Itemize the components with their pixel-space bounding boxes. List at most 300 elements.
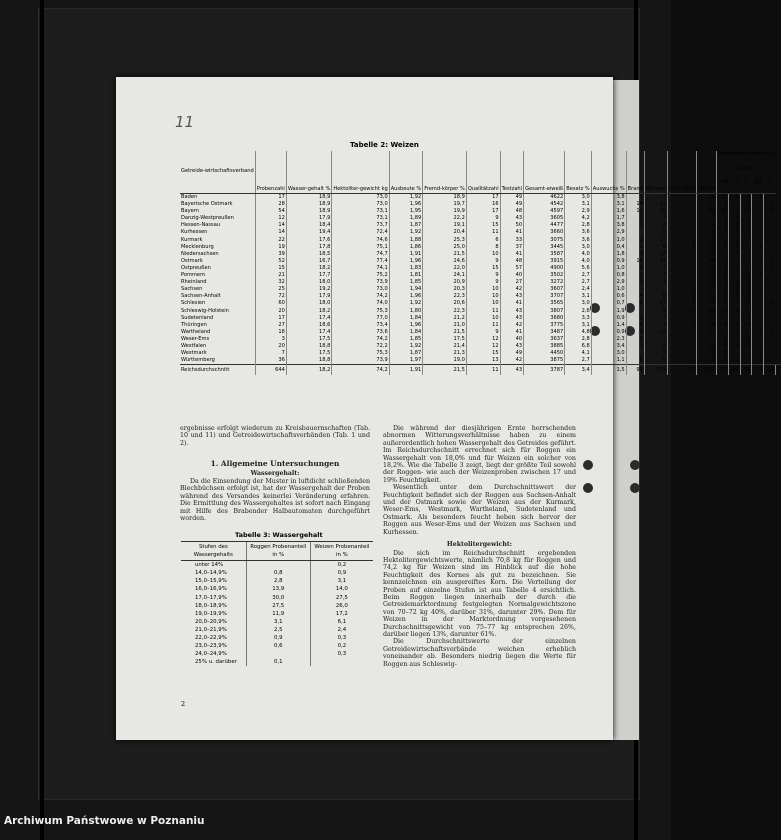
table-cell: 11	[466, 322, 500, 329]
table-cell: 20,9	[423, 279, 467, 286]
table-cell: 2	[740, 272, 752, 279]
table-cell: 52	[255, 258, 286, 265]
table-cell: 1,8	[591, 251, 626, 258]
table-cell: 48	[500, 258, 523, 265]
table-cell: 10	[466, 286, 500, 293]
table-cell: 3	[764, 201, 776, 208]
table-cell: 8	[644, 293, 667, 300]
table-cell: 1,91	[389, 251, 423, 258]
table-cell: 15	[255, 265, 286, 272]
table-cell: 26,0	[310, 602, 373, 610]
table-cell: 12	[466, 336, 500, 343]
table-cell: 3	[764, 258, 776, 265]
table-cell: 49	[500, 350, 523, 357]
table-row	[180, 357, 781, 365]
table-cell: 3,1	[565, 322, 592, 329]
table-cell: 3487	[524, 329, 565, 336]
table-cell: 22,0	[423, 265, 467, 272]
table-cell: 2,7	[565, 279, 592, 286]
table-cell: 22,3	[423, 293, 467, 300]
table-cell: 41	[500, 329, 523, 336]
table-cell: 77,0	[332, 315, 389, 322]
table-cell: 7	[752, 258, 764, 265]
table-cell	[626, 350, 644, 357]
row-label: unter 14%	[195, 562, 224, 569]
table-cell: 3445	[524, 244, 565, 251]
table-cell: 1	[667, 244, 696, 251]
table-cell: 8	[466, 244, 500, 251]
table-cell: 2	[626, 237, 644, 244]
table-cell: 20	[255, 343, 286, 350]
table-cell	[764, 286, 776, 293]
table-cell: 3	[728, 237, 740, 244]
table-cell	[764, 222, 776, 229]
table-cell: 3605	[524, 215, 565, 222]
table-cell: 6	[740, 201, 752, 208]
table-cell: 17	[255, 315, 286, 322]
table-cell	[740, 350, 752, 357]
table-cell	[740, 265, 752, 272]
table-cell: 2,7	[565, 357, 592, 365]
table-cell: 9	[466, 329, 500, 336]
table-cell: 10	[466, 293, 500, 300]
table-cell: 30	[697, 251, 717, 258]
table-cell: 3885	[524, 343, 565, 350]
table-row	[180, 300, 781, 307]
table-cell: 1	[752, 194, 764, 202]
table3-title: Tabelle 3: Wassergehalt	[235, 531, 323, 539]
table-cell: 5,6	[565, 265, 592, 272]
table-cell: 11	[697, 329, 717, 336]
table-cell: 3075	[524, 237, 565, 244]
table-cell: 18,6	[286, 322, 331, 329]
table-cell: 3660	[524, 229, 565, 236]
row-label: Bayern	[181, 208, 199, 215]
table-cell: 7	[740, 258, 752, 265]
table-cell: 75,3	[332, 350, 389, 357]
table-cell	[764, 237, 776, 244]
table-cell	[644, 286, 667, 293]
table-cell: 1,92	[389, 343, 423, 350]
row-label: Ostpreußen	[181, 264, 211, 271]
row-label: Sachsen	[181, 286, 203, 293]
table-cell: 7	[644, 265, 667, 272]
table-cell: 0,3	[310, 634, 373, 642]
table-cell: 73,9	[332, 279, 389, 286]
table-cell: 2,9	[565, 208, 592, 215]
table-cell: 3607	[524, 286, 565, 293]
table-cell: 17	[697, 286, 717, 293]
table-cell	[728, 272, 740, 279]
table-cell: 74,0	[332, 300, 389, 307]
table-cell: 37	[500, 244, 523, 251]
table-row	[181, 569, 373, 577]
table-cell: 3502	[524, 272, 565, 279]
table-cell: 1	[626, 222, 644, 229]
table-cell: 5	[644, 308, 667, 315]
table-cell: 3807	[524, 308, 565, 315]
table-cell: 3565	[524, 300, 565, 307]
table-cell: 7	[255, 350, 286, 357]
table-cell: 73,4	[332, 322, 389, 329]
table-cell: 20,4	[423, 229, 467, 236]
table-cell: 12	[697, 222, 717, 229]
table-cell: 1,84	[389, 315, 423, 322]
table-cell	[667, 350, 696, 357]
row-label: 19,0–19,9%	[195, 610, 227, 617]
table-cell: 74,6	[332, 237, 389, 244]
table-row	[180, 293, 781, 300]
table-cell: 48	[500, 208, 523, 215]
table-cell	[764, 336, 776, 343]
table-cell: 5	[740, 343, 752, 350]
table-cell: 1,80	[389, 308, 423, 315]
table-cell: 17,4	[286, 329, 331, 336]
table2-title: Tabelle 2: Weizen	[350, 141, 419, 149]
table-cell: 42	[697, 300, 717, 307]
table-cell: 40	[500, 336, 523, 343]
table-cell: 1	[717, 222, 729, 229]
table-cell: 27,5	[246, 602, 310, 610]
table-cell: 3	[740, 315, 752, 322]
table-cell: 4	[717, 265, 729, 272]
table-cell: 1,87	[389, 350, 423, 357]
table-cell	[764, 194, 776, 202]
table2-header: Milben	[697, 151, 717, 194]
paragraph: Wesentlich unter dem Durchschnittswert der Feuchtigkeit befindet sich der Roggen aus Sachsen-Anhalt und der Ostmark sowie der Weizen aus der Kurmark, Weser-Ems, Westmark, Wartheland, Sudetenland und Ostmark. Als besonders feucht heben sich hervor der Roggen aus Weser-Ems und der Weizen aus Sachsen und Kurhessen.	[383, 484, 576, 536]
table-cell	[764, 343, 776, 350]
table-cell	[667, 194, 696, 202]
table-cell: 18,8	[286, 343, 331, 350]
table-cell: 42	[500, 286, 523, 293]
table-cell: 41	[500, 229, 523, 236]
table2-header: Ausbeute %	[389, 151, 423, 194]
table-cell: 1	[764, 208, 776, 215]
table-cell: 1,86	[389, 244, 423, 251]
table-cell	[246, 650, 310, 658]
table-cell: 17	[644, 300, 667, 307]
table2	[180, 151, 781, 375]
paragraph: Die während der diesjährigen Ernte herrschenden abnormen Witterungsverhältnisse haben zu einem außerordentlich hohen Wassergehalt des Getreides geführt. Im Reichsdurchschnitt errechnet sich für Roggen ein Wassergehalt von 18,0% und für Weizen ein solcher von 18,2%. Wie die Tabelle 3 zeigt, liegt der größte Teil sowohl der Roggen- wie auch der Weizenproben zwischen 17 und 19% Feuchtigkeit.	[383, 425, 576, 484]
table-cell: 27,5	[310, 594, 373, 602]
table2-group-header	[717, 151, 776, 194]
table-cell: 2,3	[591, 336, 626, 343]
table-cell: 17,5	[423, 336, 467, 343]
table2-header: d	[734, 179, 739, 186]
table-cell: 0,4	[591, 244, 626, 251]
table-cell	[667, 336, 696, 343]
row-label: Kurhessen	[181, 229, 208, 236]
table-cell: 13	[752, 365, 764, 376]
table-cell: 16,7	[286, 258, 331, 265]
table2-header: Wasser-gehalt %	[286, 151, 331, 194]
table-cell: 1	[752, 329, 764, 336]
table-cell: 20,6	[423, 300, 467, 307]
table-row	[180, 251, 781, 258]
table-cell: 7	[697, 215, 717, 222]
table-cell: 43	[500, 343, 523, 350]
table-cell: 3,1	[565, 201, 592, 208]
table-cell: 3587	[524, 251, 565, 258]
table-cell	[764, 308, 776, 315]
table3-header: Roggen Probenanteil in %	[246, 542, 310, 561]
table-cell	[740, 244, 752, 251]
table-cell: 50	[500, 222, 523, 229]
table-cell: 3272	[524, 279, 565, 286]
table-cell: 1	[717, 244, 729, 251]
table-row	[181, 626, 373, 634]
table-cell: 4	[717, 201, 729, 208]
table-cell: 10	[466, 315, 500, 322]
table-cell: 17	[466, 194, 500, 202]
table-cell: 49	[500, 194, 523, 202]
table-cell: 11	[644, 201, 667, 208]
table-cell: 2	[626, 315, 644, 322]
table-cell: 74,2	[332, 336, 389, 343]
table-cell: 1,91	[389, 365, 423, 376]
table-row	[180, 308, 781, 315]
table-cell: 31	[644, 258, 667, 265]
table-cell: 0,3	[310, 650, 373, 658]
paragraph: ergebnisse erfolgt wiederum zu Kreisbauernschaften (Tab. 10 und 11) und Getreidewirtschaftsverbänden (Tab. 1 und 2).	[180, 425, 370, 447]
table-cell	[752, 343, 764, 350]
table2-header: Besatz %	[565, 151, 592, 194]
table-cell: 43	[500, 215, 523, 222]
table-row	[181, 618, 373, 626]
table-cell	[752, 237, 764, 244]
table-cell: 10	[697, 194, 717, 202]
row-label: Westfalen	[181, 342, 207, 349]
table-cell: 27	[255, 322, 286, 329]
table-cell	[752, 201, 764, 208]
table-row	[181, 585, 373, 593]
table-cell: 7	[728, 357, 740, 365]
table-cell: 13	[697, 315, 717, 322]
table-cell	[667, 215, 696, 222]
table-cell	[717, 315, 729, 322]
table-cell: 1,84	[389, 329, 423, 336]
table-cell: 7	[717, 251, 729, 258]
subsection-title: Wassergehalt:	[250, 469, 300, 477]
table-cell: 16	[644, 208, 667, 215]
table-cell: 3,1	[591, 201, 626, 208]
table-cell: 22	[255, 237, 286, 244]
right-column	[383, 425, 576, 668]
table-cell	[728, 258, 740, 265]
row-label: 14,0–14,9%	[195, 570, 227, 577]
table-cell: 0,6	[246, 642, 310, 650]
table-cell: 1	[764, 265, 776, 272]
table-cell: 4	[728, 343, 740, 350]
table-cell: 17,9	[286, 293, 331, 300]
table2-header: Testzahl	[500, 151, 523, 194]
table-cell: 4,0	[565, 251, 592, 258]
table-cell: 1,6	[591, 208, 626, 215]
table-row	[181, 650, 373, 658]
table-cell: 1,4	[591, 322, 626, 329]
table-cell: 4	[728, 215, 740, 222]
table-cell: 3875	[524, 357, 565, 365]
table-cell	[752, 286, 764, 293]
table-cell: 3,6	[565, 229, 592, 236]
table-row	[180, 279, 781, 286]
table-cell: 9	[466, 215, 500, 222]
table-cell: 3	[255, 336, 286, 343]
table-cell: 20	[255, 308, 286, 315]
table-cell: 2	[728, 222, 740, 229]
table-cell: 0,1	[246, 658, 310, 666]
table-cell: 1,5	[591, 365, 626, 376]
table-cell	[752, 222, 764, 229]
table-cell: 19,7	[423, 201, 467, 208]
table-cell	[728, 350, 740, 357]
table-cell: 1	[752, 272, 764, 279]
film-edge-left	[40, 0, 44, 840]
table-cell: 1	[717, 336, 729, 343]
table-cell: 1	[740, 222, 752, 229]
table-cell: 3707	[524, 293, 565, 300]
table-cell: 4	[717, 300, 729, 307]
table-cell: 18	[626, 258, 644, 265]
table-cell: 21	[697, 201, 717, 208]
table-cell	[752, 336, 764, 343]
table-cell: 17,2	[310, 610, 373, 618]
table-cell: 4,8	[565, 329, 592, 336]
table-cell: 6	[466, 237, 500, 244]
paragraph: Da die Einsendung der Muster in luftdicht schließenden Blechbüchsen erfolgt ist, hat der Wassergehalt der Proben während des Versandes keinerlei Veränderung erfahren. Die Ermittlung des Wassergehaltes ist sofort nach Eingang mit Hilfe des Brabender Halbautomaten durchgeführt worden.	[180, 478, 370, 523]
table-cell: 1,92	[389, 300, 423, 307]
table-cell: 4	[728, 251, 740, 258]
table-cell	[667, 229, 696, 236]
row-label: 18,0–18,9%	[195, 602, 227, 609]
table-cell	[246, 561, 310, 570]
table-cell: 13	[697, 308, 717, 315]
table-cell	[764, 244, 776, 251]
table-cell: 1,88	[389, 237, 423, 244]
table-row	[180, 229, 781, 236]
row-label: Rheinland	[181, 279, 207, 286]
paragraph: Die sich im Reichsdurchschnitt ergebenden Hektolitergewichtswerte, nämlich 70,8 kg für Roggen und 74,2 kg für Weizen sind im Hinblick auf die hohe Feuchtigkeit des Kornes als gut zu bezeichnen. Sie kennzeichnen ein ausgereiftes Korn. Die Verteilung der Proben auf einzelne Stufen ist aus Tabelle 4 ersichtlich. Beim Roggen liegen innerhalb der durch die Getreidemarktordnung festgelegten Normalgewichtszone von 70–72 kg 40%, darüber 31%, darunter 29%. Dem für Weizen in der Marktordnung vorgesehenen Durchschnittsgewicht von 75–77 kg entsprechen 26%, darüber liegen 13%, darunter 61%.	[383, 549, 576, 638]
table-cell: 18,2	[286, 365, 331, 376]
table-cell: 5	[728, 229, 740, 236]
table-cell	[752, 229, 764, 236]
table-cell: 7	[728, 300, 740, 307]
table-cell: 98	[626, 365, 644, 376]
table-cell	[752, 208, 764, 215]
table-cell: 2,9	[591, 229, 626, 236]
row-label: Hessen-Nassau	[181, 222, 221, 229]
table-cell: 1,0	[591, 265, 626, 272]
table-cell: 7	[740, 357, 752, 365]
table-cell: 14,0	[310, 585, 373, 593]
table-cell: 3,4	[591, 343, 626, 350]
table-cell: 1,87	[389, 222, 423, 229]
table-cell: 3787	[524, 365, 565, 376]
table-cell	[626, 286, 644, 293]
table-cell: 72,2	[332, 343, 389, 350]
table-cell: 18,9	[423, 194, 467, 202]
table2-header: Korn-käfer	[667, 151, 696, 194]
table2-header: (d)	[721, 179, 729, 186]
table-cell: 30,0	[246, 594, 310, 602]
table-cell	[644, 336, 667, 343]
table-cell: 40	[500, 272, 523, 279]
table-row	[180, 208, 781, 215]
table-cell: 75,1	[332, 244, 389, 251]
section-title: 1. Allgemeine Untersuchungen	[210, 459, 340, 469]
table-cell: 14	[255, 229, 286, 236]
table-cell: 4	[626, 293, 644, 300]
table-cell: 2,4	[565, 286, 592, 293]
table-row	[181, 561, 373, 570]
table-cell: 2,8	[246, 577, 310, 585]
table-cell	[752, 315, 764, 322]
table-cell: 9	[626, 329, 644, 336]
table-cell: 3	[667, 322, 696, 329]
row-label: Danzig-Westpreußen	[181, 215, 234, 222]
table-cell: 36	[255, 357, 286, 365]
table-cell: 74,2	[332, 293, 389, 300]
table-cell: 2	[717, 237, 729, 244]
table-cell: 4900	[524, 265, 565, 272]
table-cell: 21,5	[423, 329, 467, 336]
table-cell: 4	[740, 251, 752, 258]
table-cell: 5	[644, 343, 667, 350]
row-label: Schlesien	[181, 300, 206, 307]
row-label: Reichsdurchschnitt	[180, 365, 255, 376]
table2-subgroup-label: Geruch	[737, 166, 756, 173]
table-cell: 17	[255, 194, 286, 202]
row-label: Weser-Ems	[181, 335, 210, 342]
table-cell: 27	[500, 279, 523, 286]
table-cell	[764, 279, 776, 286]
table-cell: 1	[740, 229, 752, 236]
table-cell: 22,2	[423, 215, 467, 222]
row-label: Niedersachsen	[181, 250, 219, 257]
table-cell: 3680	[524, 315, 565, 322]
table-cell: 41	[500, 251, 523, 258]
row-label: 22,0–22,9%	[195, 635, 227, 642]
table-cell: 0,8	[246, 569, 310, 577]
table-cell: 3	[626, 251, 644, 258]
table-cell: 0,9	[591, 258, 626, 265]
table-cell: 20,3	[423, 286, 467, 293]
table-cell: 3,0	[565, 244, 592, 251]
table-cell: 18	[255, 329, 286, 336]
table-cell: 4	[740, 194, 752, 202]
table-cell: 3	[644, 315, 667, 322]
table-cell: 23	[697, 279, 717, 286]
archive-watermark: Archiwum Państwowe w Poznaniu	[4, 815, 205, 827]
table-cell: 5	[717, 194, 729, 202]
table-cell: 25,3	[423, 237, 467, 244]
table-cell: 24,6	[423, 258, 467, 265]
table-row	[180, 201, 781, 208]
table-cell: 437	[697, 365, 717, 376]
table-cell: 38	[697, 258, 717, 265]
table-cell: 1	[667, 208, 696, 215]
punch-hole	[630, 460, 640, 470]
row-label: 15,0–15,9%	[195, 578, 227, 585]
table-cell: 18,9	[286, 194, 331, 202]
table-row	[180, 350, 781, 357]
page-number: 2	[181, 700, 186, 708]
table-cell	[764, 251, 776, 258]
table-cell: 17,4	[286, 315, 331, 322]
subsection-title: Hektolitergewicht:	[446, 541, 513, 549]
table-cell: 0,2	[310, 642, 373, 650]
table-cell: 0,9	[591, 315, 626, 322]
